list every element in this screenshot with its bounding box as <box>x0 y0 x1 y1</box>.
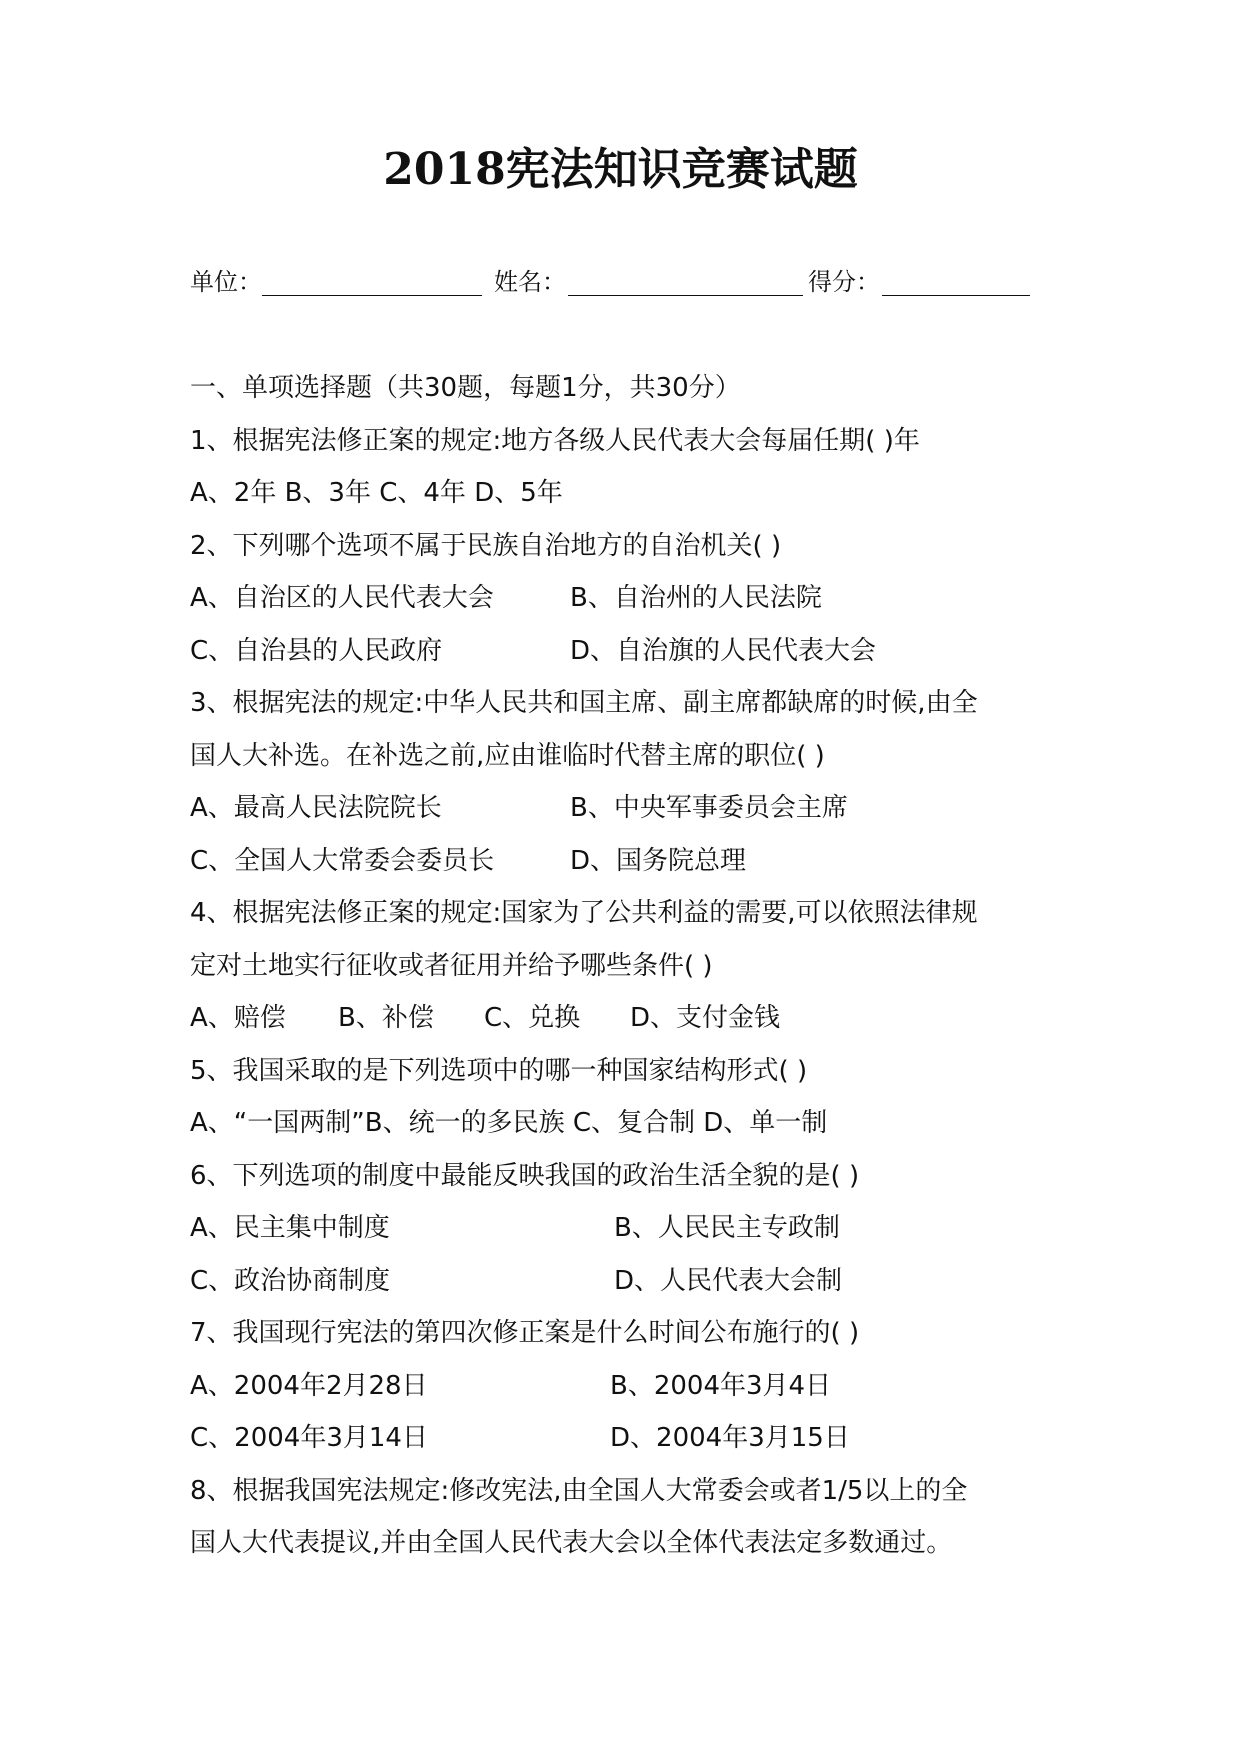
option-a: A、自治区的人民代表大会 <box>190 583 494 613</box>
option-d: D、2004年3月15日 <box>610 1423 850 1453</box>
question-6-stem: 6、下列选项的制度中最能反映我国的政治生活全貌的是( ) <box>190 1160 860 1191</box>
name-label: 姓名： <box>494 268 566 296</box>
score-blank-line <box>882 295 1030 296</box>
unit-label: 单位： <box>190 268 262 296</box>
question-5-stem: 5、我国采取的是下列选项中的哪一种国家结构形式( ) <box>190 1055 808 1086</box>
option-a: A、民主集中制度 <box>190 1213 390 1243</box>
question-7-options-row-2 <box>190 1412 1070 1465</box>
section-heading: 一、单项选择题（共30题，每题1分，共30分） <box>190 373 741 403</box>
name-blank-line <box>568 295 803 296</box>
question-3-stem-line-1: 3、根据宪法的规定:中华人民共和国主席、副主席都缺席的时候,由全 <box>190 688 978 718</box>
option-b: B、人民民主专政制 <box>614 1213 840 1243</box>
option-c: C、自治县的人民政府 <box>190 635 443 666</box>
page-title: 2018宪法知识竞赛试题 <box>383 144 858 195</box>
option-a: A、最高人民法院院长 <box>190 793 442 823</box>
option-b: B、自治州的人民法院 <box>570 583 822 613</box>
question-3-options-row-2 <box>190 835 1070 888</box>
score-label: 得分： <box>808 268 880 296</box>
question-content <box>190 362 1070 1570</box>
option-c: C、兑换 <box>484 1003 581 1033</box>
info-row <box>190 262 1090 302</box>
option-c: C、2004年3月14日 <box>190 1423 428 1453</box>
question-3-stem-line-2: 国人大补选。在补选之前,应由谁临时代替主席的职位( ) <box>190 740 825 771</box>
unit-blank-line <box>262 295 482 296</box>
question-8-stem-line-2: 国人大代表提议,并由全国人民代表大会以全体代表法定多数通过。 <box>190 1528 953 1558</box>
question-4-stem-line-1: 4、根据宪法修正案的规定:国家为了公共利益的需要,可以依照法律规 <box>190 898 978 928</box>
question-3-options-row-1 <box>190 782 1070 835</box>
question-2-stem: 2、下列哪个选项不属于民族自治地方的自治机关( ) <box>190 530 782 561</box>
question-6-options-row-2 <box>190 1255 1070 1308</box>
option-d: D、国务院总理 <box>570 845 747 876</box>
option-d: D、人民代表大会制 <box>614 1265 843 1296</box>
question-1-stem: 1、根据宪法修正案的规定:地方各级人民代表大会每届任期( )年 <box>190 425 920 456</box>
question-1-options: A、2年 B、3年 C、4年 D、5年 <box>190 478 563 508</box>
question-5-options: A、“一国两制”B、统一的多民族 C、复合制 D、单一制 <box>190 1108 828 1138</box>
question-6-options-row-1 <box>190 1202 1070 1255</box>
question-8-stem-line-1: 8、根据我国宪法规定:修改宪法,由全国人大常委会或者1/5以上的全 <box>190 1475 968 1506</box>
option-a: A、2004年2月28日 <box>190 1370 428 1401</box>
question-4-stem-line-2: 定对土地实行征收或者征用并给予哪些条件( ) <box>190 950 713 981</box>
question-7-options-row-1 <box>190 1360 1070 1413</box>
option-c: C、全国人大常委会委员长 <box>190 845 495 876</box>
question-4-options <box>190 992 1070 1045</box>
question-2-options-row-1 <box>190 572 1070 625</box>
option-c: C、政治协商制度 <box>190 1265 391 1296</box>
option-b: B、补偿 <box>338 1003 434 1033</box>
option-d: D、自治旗的人民代表大会 <box>570 635 877 666</box>
option-b: B、2004年3月4日 <box>610 1370 832 1401</box>
question-2-options-row-2 <box>190 625 1070 678</box>
option-d: D、支付金钱 <box>630 1003 781 1033</box>
option-b: B、中央军事委员会主席 <box>570 793 848 823</box>
question-7-stem: 7、我国现行宪法的第四次修正案是什么时间公布施行的( ) <box>190 1318 860 1348</box>
option-a: A、赔偿 <box>190 1003 286 1033</box>
